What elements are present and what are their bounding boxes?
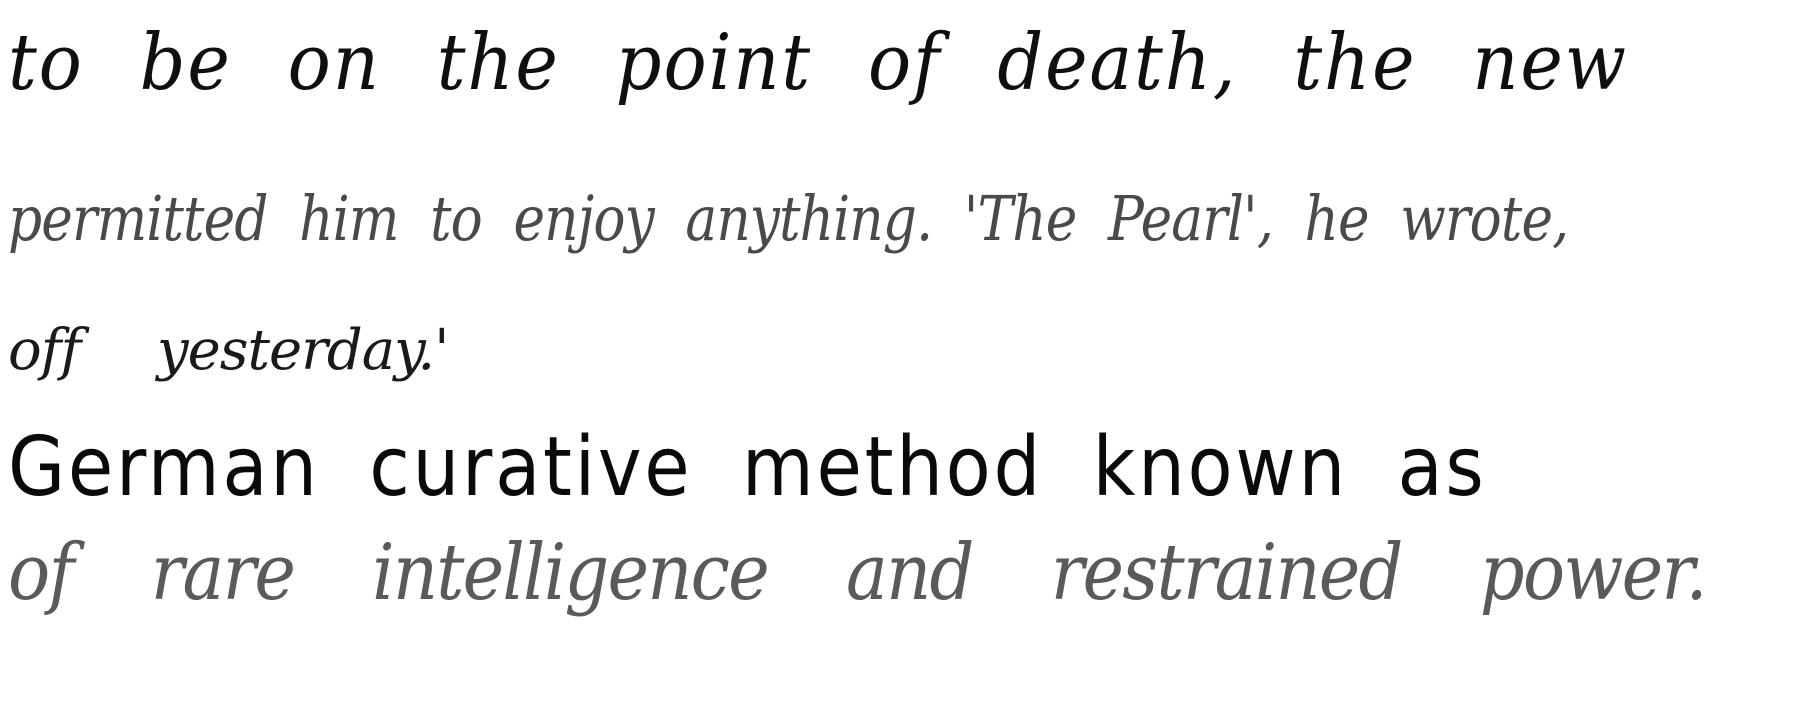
handwritten-line-1 bbox=[8, 18, 1628, 108]
line-3-text: off yesterday.' bbox=[8, 318, 449, 383]
line-2-text: permitted him to enjoy anything. 'The Pearl', he wrote, bbox=[8, 182, 1569, 255]
handwritten-line-3 bbox=[8, 318, 449, 383]
line-5-text: of rare intelligence and restrained power. bbox=[8, 528, 1706, 618]
handwritten-line-2 bbox=[8, 182, 1568, 255]
handwritten-line-4 bbox=[8, 420, 1487, 515]
line-1-text: to be on the point of death, the new bbox=[8, 18, 1628, 108]
line-4-text: German curative method known as bbox=[8, 420, 1487, 515]
handwritten-line-5 bbox=[8, 528, 1706, 618]
